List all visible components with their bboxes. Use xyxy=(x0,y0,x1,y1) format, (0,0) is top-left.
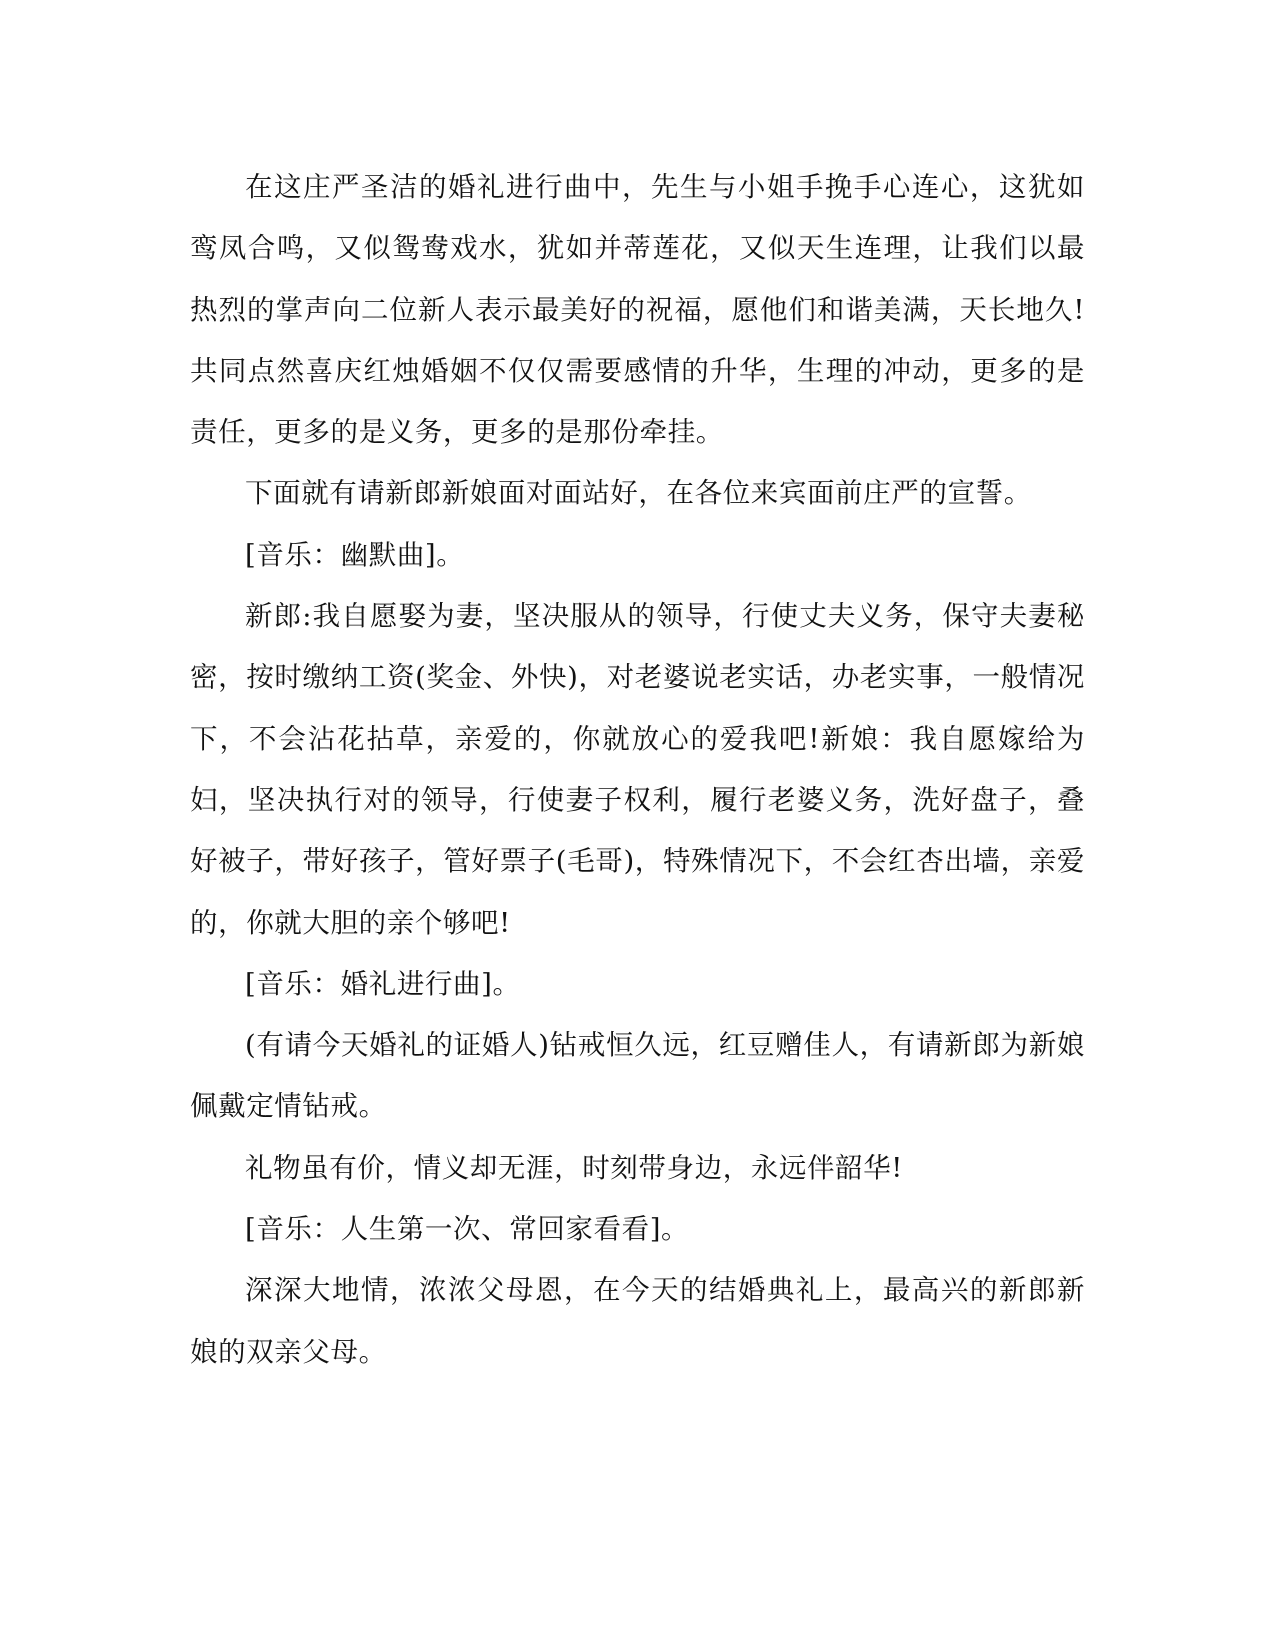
document-body xyxy=(190,157,1085,1383)
paragraph-8: [音乐：人生第一次、常回家看看]。 xyxy=(245,1213,690,1246)
paragraph-7: 礼物虽有价，情义却无涯，时刻带身边，永远伴韶华! xyxy=(245,1151,903,1184)
paragraph-5: [音乐：婚礼进行曲]。 xyxy=(245,967,521,1000)
paragraph-9: 深深大地情，浓浓父母恩，在今天的结婚典礼上，最高兴的新郎新娘的双亲父母。 xyxy=(190,1274,1085,1368)
paragraph-3: [音乐：幽默曲]。 xyxy=(245,538,465,571)
paragraph-1: 在这庄严圣洁的婚礼进行曲中，先生与小姐手挽手心连心，这犹如鸾凤合鸣，又似鸳鸯戏水，犹如并蒂莲花，又似天生连理，让我们以最热烈的掌声向二位新人表示最美好的祝福，愿他们和谐美满，天长地久!共同点然喜庆红烛婚姻不仅仅需要感情的升华，生理的冲动，更多的是责任，更多的是义务，更多的是那份牵挂。 xyxy=(190,171,1085,449)
paragraph-6: (有请今天婚礼的证婚人)钻戒恒久远，红豆赠佳人，有请新郎为新娘佩戴定情钻戒。 xyxy=(190,1029,1085,1123)
paragraph-2: 下面就有请新郎新娘面对面站好，在各位来宾面前庄严的宣誓。 xyxy=(245,477,1032,510)
paragraph-4: 新郎:我自愿娶为妻，坚决服从的领导，行使丈夫义务，保守夫妻秘密，按时缴纳工资(奖金、外快)，对老婆说老实话，办老实事，一般情况下，不会沾花拈草，亲爱的，你就放心的爱我吧!新娘：我自愿嫁给为妇，坚决执行对的领导，行使妻子权利，履行老婆义务，洗好盘子，叠好被子，带好孩子，管好票子(毛哥)，特殊情况下，不会红杏出墙，亲爱的，你就大胆的亲个够吧! xyxy=(190,600,1085,939)
